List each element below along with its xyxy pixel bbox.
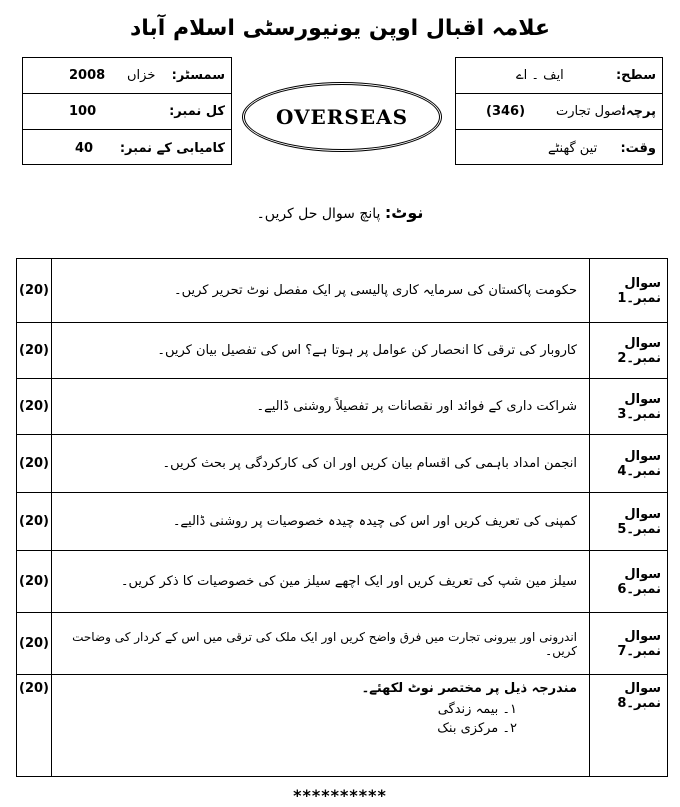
question-marks: (20) — [17, 259, 52, 323]
question-number: سوال نمبر۔5 — [590, 493, 668, 551]
year-value: 2008 — [69, 68, 106, 83]
sub-item: ۲۔ مرکزی بنک — [437, 721, 517, 736]
question-number: سوال نمبر۔2 — [590, 323, 668, 379]
stamp-text: OVERSEAS — [275, 105, 409, 129]
questions-table — [16, 258, 668, 777]
question-marks: (20) — [17, 551, 52, 613]
paper-row — [456, 94, 662, 130]
exam-info-box-left — [22, 57, 232, 165]
question-text: حکومت پاکستان کی سرمایہ کاری پالیسی پر ایک مفصل نوٹ تحریر کریں۔ — [52, 259, 590, 323]
pass-marks-label: کامیابی کے نمبر: — [119, 140, 225, 156]
instruction-note — [0, 203, 680, 222]
question-marks: (20) — [17, 493, 52, 551]
question-number: سوال نمبر۔7 — [590, 613, 668, 675]
semester-row — [23, 58, 231, 94]
total-marks-label: کل نمبر: — [169, 104, 225, 119]
question-row — [17, 551, 668, 613]
question-text: شراکت داری کے فوائد اور نقصانات پر تفصیلاً روشنی ڈالیے۔ — [52, 379, 590, 435]
level-label: سطح: — [615, 68, 656, 83]
question-text: کاروبار کی ترقی کا انحصار کن عوامل پر ہوتا ہے؟ اس کی تفصیل بیان کریں۔ — [52, 323, 590, 379]
question-marks: (20) — [17, 435, 52, 493]
total-marks-row — [23, 94, 231, 130]
question-row — [17, 259, 668, 323]
level-row — [456, 58, 662, 94]
question-text: انجمن امداد باہمی کی اقسام بیان کریں اور ان کی کارکردگی پر بحث کریں۔ — [52, 435, 590, 493]
question-row — [17, 613, 668, 675]
question-marks: (20) — [17, 379, 52, 435]
total-marks-value: 100 — [69, 104, 97, 119]
paper-code: (346) — [486, 104, 526, 119]
pass-marks-row — [23, 130, 231, 166]
semester-label: سمسٹر: — [171, 68, 225, 83]
exam-info-box-right — [455, 57, 663, 165]
question-row — [17, 675, 668, 777]
time-row — [456, 130, 662, 166]
question-text: سیلز مین شپ کی تعریف کریں اور ایک اچھے سیلز مین کی خصوصیات کا ذکر کریں۔ — [52, 551, 590, 613]
question-marks: (20) — [17, 613, 52, 675]
question-number: سوال نمبر۔4 — [590, 435, 668, 493]
question-cell — [52, 675, 590, 777]
time-label: وقت: — [620, 140, 656, 156]
sub-item: ۱۔ بیمہ زندگی — [437, 702, 517, 717]
semester-value: خزاں — [127, 68, 156, 83]
paper-label: پرچہ: — [620, 104, 656, 119]
question-text: اندرونی اور بیرونی تجارت میں فرق واضح کریں اور ایک ملک کی ترقی میں اس کے کردار کی وضاحت کریں۔ — [52, 613, 590, 675]
footer-stars: ********** — [293, 786, 387, 805]
level-value: ایف ۔ اے — [516, 68, 564, 83]
question-marks: (20) — [17, 675, 52, 777]
paper-value: اصول تجارت — [556, 104, 626, 119]
university-title: علامہ اقبال اوپن یونیورسٹی اسلام آباد — [129, 16, 551, 41]
question-row — [17, 493, 668, 551]
question-row — [17, 435, 668, 493]
question-number: سوال نمبر۔1 — [590, 259, 668, 323]
question-number: سوال نمبر۔3 — [590, 379, 668, 435]
time-value: تین گھنٹے — [548, 140, 598, 156]
pass-marks-value: 40 — [75, 140, 94, 156]
question-marks: (20) — [17, 323, 52, 379]
question-text: مندرجہ ذیل پر مختصر نوٹ لکھئے۔ — [361, 681, 577, 696]
question-row — [17, 323, 668, 379]
note-text: پانچ سوال حل کریں۔ — [256, 206, 381, 222]
sub-items — [64, 702, 577, 736]
question-number: سوال نمبر۔8 — [590, 675, 668, 777]
overseas-stamp — [242, 82, 442, 152]
note-label: نوٹ: — [384, 203, 424, 222]
question-number: سوال نمبر۔6 — [590, 551, 668, 613]
question-text: کمپنی کی تعریف کریں اور اس کی چیدہ چیدہ خصوصیات پر روشنی ڈالیے۔ — [52, 493, 590, 551]
question-row — [17, 379, 668, 435]
